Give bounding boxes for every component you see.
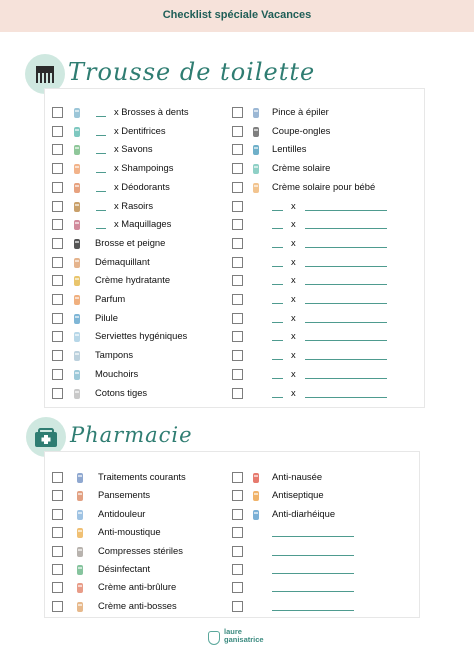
quantity-blank[interactable] [272,303,283,304]
item-blank[interactable] [305,359,387,360]
checkbox[interactable] [232,472,243,483]
cotton-swab-icon [71,387,83,399]
checkbox[interactable] [52,163,63,174]
item-blank[interactable] [305,247,387,248]
list-item-label: Crème anti-bosses [98,599,177,611]
toothpaste-icon [71,125,83,137]
checkbox[interactable] [52,144,63,155]
bump-cream-icon [74,600,86,612]
lenses-icon [250,143,262,155]
list-item-label: Crème solaire [272,162,331,174]
checkbox[interactable] [52,238,63,249]
checkbox[interactable] [52,527,63,538]
list-item-label: x Rasoirs [114,199,154,211]
item-blank[interactable] [272,573,354,574]
times-label: x [291,386,296,398]
item-blank[interactable] [305,210,387,211]
deodorant-icon [71,181,83,193]
checkbox[interactable] [232,219,243,230]
list-item-label: Pilule [95,311,118,323]
checkbox[interactable] [52,350,63,361]
list-item-label: Antiseptique [272,489,324,501]
checkbox[interactable] [52,275,63,286]
logo-mark-icon [208,631,220,645]
checkbox[interactable] [232,331,243,342]
list-item-label: Cotons tiges [95,386,148,398]
tweezers-icon [250,106,262,118]
item-blank[interactable] [272,610,354,611]
list-item-label: Crème hydratante [95,274,171,286]
checkbox[interactable] [232,201,243,212]
checkbox[interactable] [232,275,243,286]
checkbox[interactable] [232,238,243,249]
checkbox[interactable] [232,182,243,193]
item-blank[interactable] [305,228,387,229]
checkbox[interactable] [52,331,63,342]
list-item-label: Mouchoirs [95,367,139,379]
checkbox[interactable] [52,201,63,212]
item-blank[interactable] [305,397,387,398]
list-item-label: Anti-diarhéique [272,507,336,519]
header-banner [0,0,474,32]
medicine-bottle-icon [250,508,262,520]
quantity-blank[interactable] [272,210,283,211]
times-label: x [291,293,296,304]
times-label: x [291,349,296,361]
list-item-label: Crème solaire pour bébé [272,180,376,192]
list-item-label: Pince à épiler [272,106,329,117]
tampon-icon [71,349,83,361]
times-label: x [291,311,296,323]
item-blank[interactable] [305,340,387,341]
spray-icon [74,526,86,538]
checkbox[interactable] [232,564,243,575]
list-item-label: x Shampoings [114,162,174,174]
checkbox[interactable] [52,601,63,612]
checkbox[interactable] [52,388,63,399]
checkbox[interactable] [52,313,63,324]
checkbox[interactable] [232,313,243,324]
list-item-label: Anti-nausée [272,471,323,482]
bandage-icon [74,489,86,501]
disinfectant-icon [74,563,86,575]
list-item-label: Démaquillant [95,255,150,267]
checkbox[interactable] [232,107,243,118]
times-label: x [291,218,296,230]
checkbox[interactable] [52,182,63,193]
toothbrush-icon [71,106,83,118]
quantity-blank[interactable] [272,228,283,229]
quantity-blank[interactable] [96,191,106,192]
list-item-label: Coupe-ongles [272,124,331,136]
quantity-blank[interactable] [272,340,283,341]
checkbox[interactable] [232,582,243,593]
cleanser-icon [71,256,83,268]
quantity-blank[interactable] [272,378,283,379]
soap-icon [71,143,83,155]
checkbox[interactable] [232,490,243,501]
list-item-label: x Maquillages [114,218,172,230]
quantity-blank[interactable] [272,397,283,398]
brand-logo [208,628,264,650]
quantity-blank[interactable] [96,172,106,173]
times-label: x [291,330,296,342]
toiletry-section-title: Trousse de toilette [68,58,316,86]
capsule-icon [250,471,262,483]
quantity-blank[interactable] [96,116,106,117]
razor-icon [71,200,83,212]
times-label: x [291,274,296,286]
checkbox[interactable] [52,564,63,575]
item-blank[interactable] [272,591,354,592]
quantity-blank[interactable] [96,228,106,229]
makeup-icon [71,218,83,230]
item-blank[interactable] [305,303,387,304]
tissues-icon [71,368,83,380]
pill-blister-icon [74,471,86,483]
checkbox[interactable] [52,490,63,501]
checkbox[interactable] [52,582,63,593]
item-blank[interactable] [305,378,387,379]
quantity-blank[interactable] [96,210,106,211]
list-item-label: x Savons [114,143,153,155]
item-blank[interactable] [305,284,387,285]
checkbox[interactable] [52,472,63,483]
checkbox[interactable] [52,219,63,230]
quantity-blank[interactable] [272,359,283,360]
list-item-label: Parfum [95,293,126,304]
painkiller-icon [74,508,86,520]
list-item-label: Tampons [95,349,134,361]
times-label: x [291,199,296,211]
item-blank[interactable] [272,555,354,556]
checkbox[interactable] [232,527,243,538]
checkbox[interactable] [232,257,243,268]
checkbox[interactable] [232,144,243,155]
moisturizer-icon [71,274,83,286]
list-item-label: x Déodorants [114,180,170,192]
checkbox[interactable] [52,126,63,137]
list-item-label: x Brosses à dents [114,106,189,117]
quantity-blank[interactable] [272,266,283,267]
shampoo-icon [71,162,83,174]
list-item-label: Désinfectant [98,563,151,574]
pad-icon [71,330,83,342]
list-item-label: Pansements [98,489,151,501]
checkbox[interactable] [232,369,243,380]
compress-icon [74,545,86,557]
list-item-label: Lentilles [272,143,307,155]
quantity-blank[interactable] [96,153,106,154]
list-item-label: Compresses stériles [98,544,183,556]
checkbox[interactable] [232,350,243,361]
list-item-label: Anti-moustique [98,526,161,538]
baby-sunscreen-icon [250,181,262,193]
item-blank[interactable] [305,322,387,323]
checkbox[interactable] [52,107,63,118]
pharmacy-section-title: Pharmacie [70,423,193,447]
checkbox[interactable] [52,509,63,520]
list-item-label: x Dentifrices [114,124,166,136]
checkbox[interactable] [52,257,63,268]
perfume-icon [71,293,83,305]
checkbox[interactable] [52,546,63,557]
nail-clipper-icon [250,125,262,137]
list-item-label: Serviettes hygéniques [95,330,188,342]
item-blank[interactable] [272,536,354,537]
page-title: Checklist spéciale Vacances [162,9,312,21]
quantity-blank[interactable] [272,284,283,285]
checkbox[interactable] [232,546,243,557]
pill-icon [71,312,83,324]
quantity-blank[interactable] [272,322,283,323]
burn-cream-icon [74,581,86,593]
checkbox[interactable] [232,126,243,137]
quantity-blank[interactable] [96,135,106,136]
times-label: x [291,236,296,248]
checkbox[interactable] [232,388,243,399]
brand-line-2: ganisatrice [224,635,264,644]
brand-line-1: laure [224,627,242,636]
antiseptic-icon [250,489,262,501]
list-item-label: Brosse et peigne [95,236,166,248]
list-item-label: Antidouleur [98,507,146,519]
list-item-label: Traitements courants [98,471,186,482]
times-label: x [291,367,296,379]
times-label: x [291,255,296,267]
checkbox[interactable] [232,601,243,612]
checkbox[interactable] [52,294,63,305]
list-item-label: Crème anti-brûlure [98,581,177,593]
checkbox[interactable] [232,509,243,520]
checkbox[interactable] [52,369,63,380]
sunscreen-icon [250,162,262,174]
checkbox[interactable] [232,163,243,174]
comb-icon [71,237,83,249]
item-blank[interactable] [305,266,387,267]
quantity-blank[interactable] [272,247,283,248]
checkbox[interactable] [232,294,243,305]
